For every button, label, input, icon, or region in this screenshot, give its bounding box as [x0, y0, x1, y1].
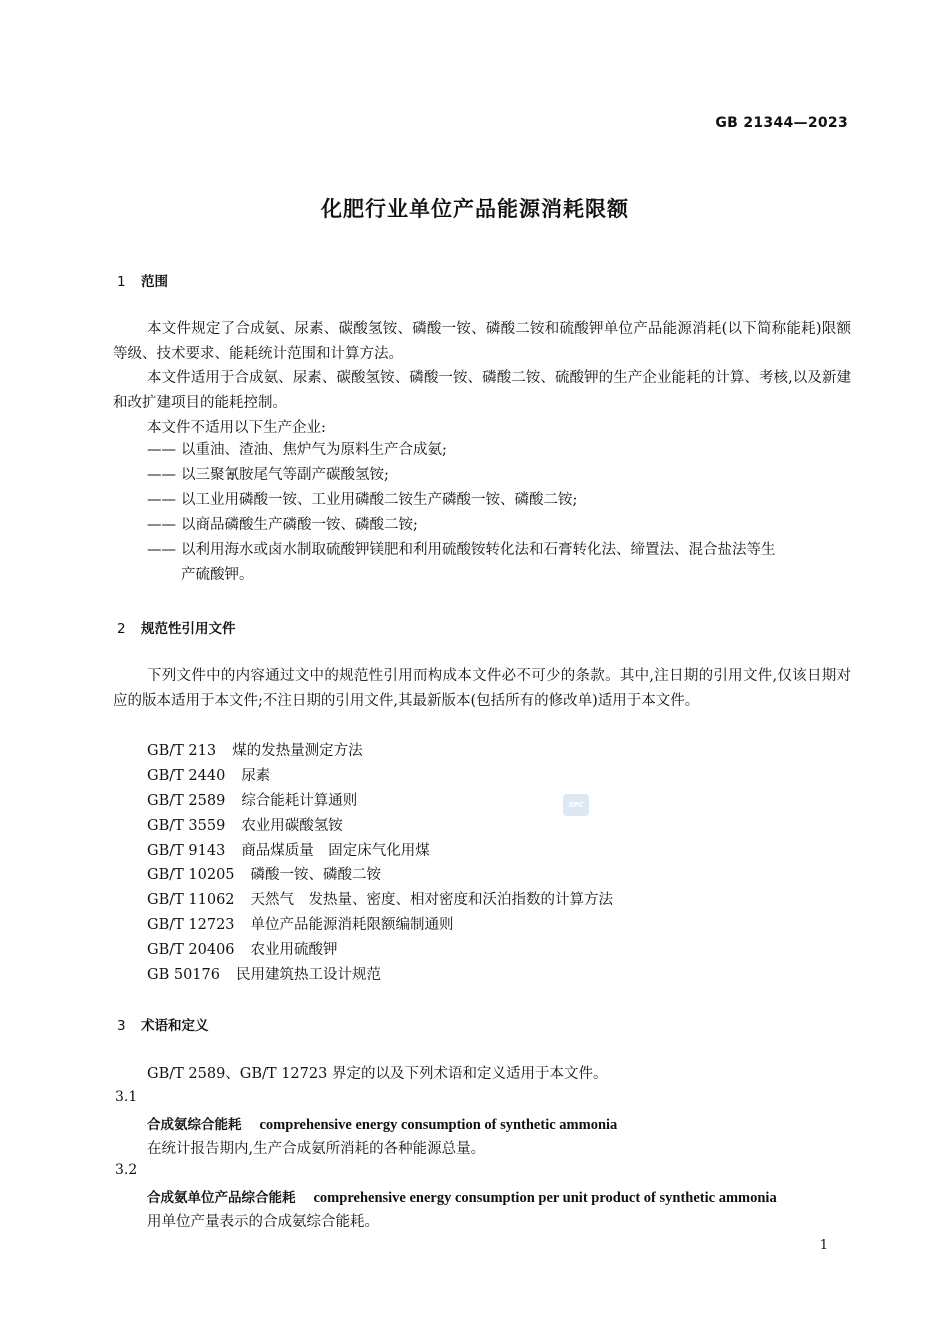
reference-title: 综合能耗计算通则: [241, 793, 358, 809]
reference-item: [147, 888, 613, 909]
section-1-paragraph-1: 本文件规定了合成氨、尿素、碳酸氢铵、磷酸一铵、磷酸二铵和硫酸钾单位产品能源消耗(以下简称能耗)限额等级、技术要求、能耗统计范围和计算方法。: [113, 321, 851, 362]
reference-code: GB/T 9143: [147, 843, 226, 859]
term-number: 3.1: [115, 1089, 138, 1105]
section-3-intro: GB/T 2589、GB/T 12723 界定的以及下列术语和定义适用于本文件。: [147, 1066, 608, 1082]
reference-code: GB/T 213: [147, 743, 217, 759]
section-title: 术语和定义: [141, 1018, 209, 1034]
document-title: 化肥行业单位产品能源消耗限额: [321, 197, 629, 221]
section-1-heading: [117, 270, 168, 290]
reference-item: [147, 839, 430, 860]
standard-number: GB 21344—2023: [715, 115, 848, 131]
term-heading: [147, 1186, 777, 1207]
term-english: comprehensive energy consumption of synthetic ammonia: [259, 1117, 618, 1133]
reference-item: [147, 938, 338, 959]
section-number: 2: [117, 621, 126, 637]
reference-code: GB/T 2589: [147, 793, 226, 809]
reference-code: GB/T 10205: [147, 867, 235, 883]
reference-title: 商品煤质量 固定床气化用煤: [241, 843, 430, 859]
exclusion-item: —— 以工业用磷酸一铵、工业用磷酸二铵生产磷酸一铵、磷酸二铵;: [147, 488, 853, 513]
reference-title: 农业用硫酸钾: [250, 942, 338, 958]
term-definition: 在统计报告期内,生产合成氨所消耗的各种能源总量。: [147, 1141, 486, 1157]
reference-code: GB/T 3559: [147, 818, 226, 834]
reference-title: 煤的发热量测定方法: [232, 743, 363, 759]
term-chinese: 合成氨综合能耗: [147, 1117, 242, 1133]
term-definition: 用单位产量表示的合成氨综合能耗。: [147, 1214, 379, 1230]
reference-code: GB/T 20406: [147, 942, 235, 958]
page-number: 1: [819, 1238, 828, 1253]
term-english: comprehensive energy consumption per unit product of synthetic ammonia: [313, 1190, 777, 1206]
reference-code: GB/T 12723: [147, 917, 235, 933]
reference-item: [147, 789, 357, 810]
reference-title: 尿素: [241, 768, 271, 784]
section-2-paragraph: 下列文件中的内容通过文中的规范性引用而构成本文件必不可少的条款。其中,注日期的引用文件,仅该日期对应的版本适用于本文件;不注日期的引用文件,其最新版本(包括所有的修改单)适用于本文件。: [113, 668, 851, 709]
reference-item: [147, 863, 381, 884]
watermark-logo: SPC: [563, 794, 589, 816]
reference-title: 单位产品能源消耗限额编制通则: [250, 917, 454, 933]
section-title: 规范性引用文件: [141, 621, 236, 637]
reference-code: GB/T 2440: [147, 768, 226, 784]
reference-title: 农业用碳酸氢铵: [241, 818, 343, 834]
section-3-heading: [117, 1014, 209, 1034]
term-number: 3.2: [115, 1162, 138, 1178]
dash-mark: ——: [147, 517, 176, 533]
reference-item: [147, 913, 454, 934]
reference-item: [147, 963, 381, 984]
term-heading: [147, 1113, 617, 1134]
section-1-paragraph-3: 本文件不适用以下生产企业:: [147, 420, 326, 436]
reference-code: GB/T 11062: [147, 892, 235, 908]
reference-title: 民用建筑热工设计规范: [235, 967, 381, 983]
section-number: 1: [117, 274, 126, 290]
term-chinese: 合成氨单位产品综合能耗: [147, 1190, 296, 1206]
exclusion-item: —— 以利用海水或卤水制取硫酸钾镁肥和利用硫酸铵转化法和石膏转化法、缔置法、混合盐法等生 产硫酸钾。: [147, 538, 853, 588]
reference-item: [147, 739, 363, 760]
dash-mark: ——: [147, 492, 176, 508]
section-2-heading: [117, 617, 236, 637]
dash-mark: ——: [147, 442, 176, 458]
dash-mark: ——: [147, 467, 176, 483]
exclusion-item: —— 以重油、渣油、焦炉气为原料生产合成氨;: [147, 438, 853, 463]
reference-title: 磷酸一铵、磷酸二铵: [250, 867, 382, 883]
exclusion-item: —— 以商品磷酸生产磷酸一铵、磷酸二铵;: [147, 513, 853, 538]
reference-code: GB 50176: [147, 967, 220, 983]
section-number: 3: [117, 1018, 126, 1034]
exclusion-item: —— 以三聚氰胺尾气等副产碳酸氢铵;: [147, 463, 853, 488]
reference-item: [147, 764, 270, 785]
section-title: 范围: [141, 274, 168, 290]
reference-item: [147, 814, 343, 835]
dash-mark: ——: [147, 542, 176, 558]
reference-title: 天然气 发热量、密度、相对密度和沃泊指数的计算方法: [250, 892, 614, 908]
section-1-paragraph-2: 本文件适用于合成氨、尿素、碳酸氢铵、磷酸一铵、磷酸二铵、硫酸钾的生产企业能耗的计算、考核,以及新建和改扩建项目的能耗控制。: [113, 370, 851, 411]
